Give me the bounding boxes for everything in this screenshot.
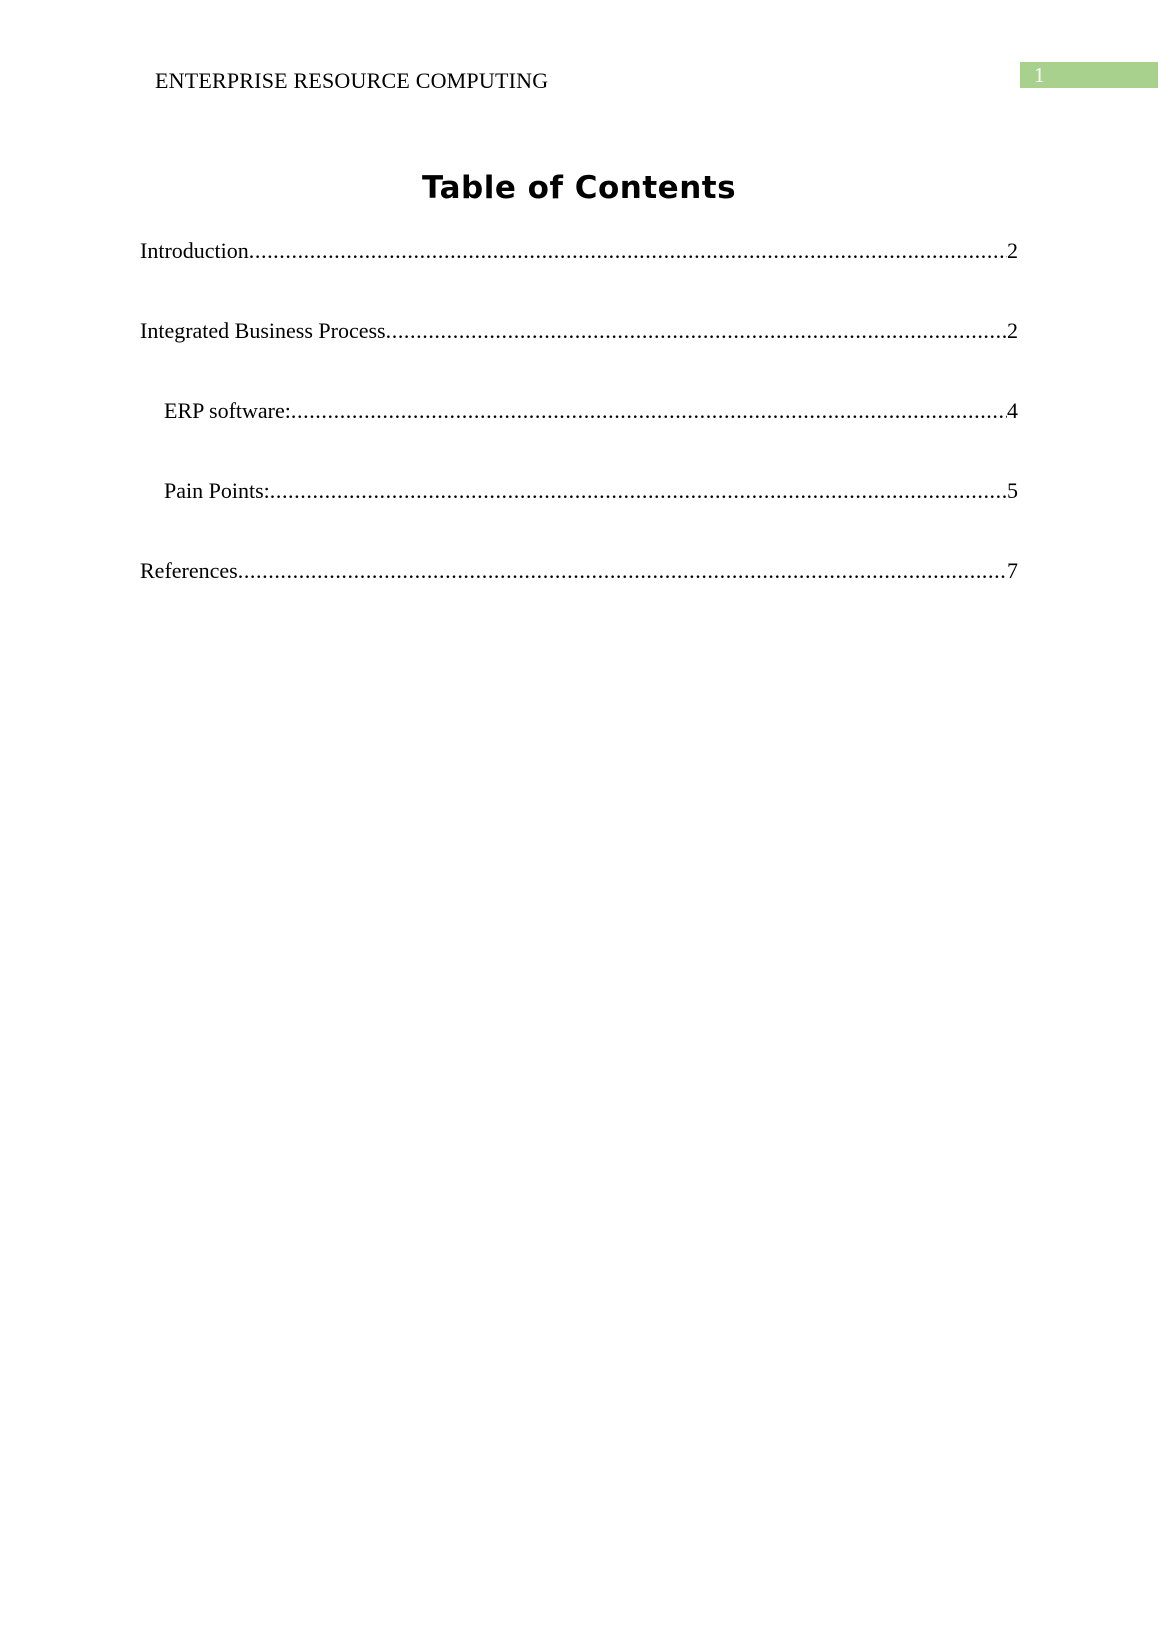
toc-dot-leader bbox=[270, 478, 1007, 504]
page-number-badge bbox=[1020, 62, 1158, 88]
page-number: 1 bbox=[1034, 63, 1045, 87]
running-header-title: ENTERPRISE RESOURCE COMPUTING bbox=[155, 68, 549, 93]
toc-entry-introduction[interactable] bbox=[140, 238, 1018, 268]
toc-entry-page: 4 bbox=[1007, 398, 1018, 423]
toc-entry-page: 2 bbox=[1007, 318, 1018, 343]
toc-dot-leader bbox=[249, 238, 1007, 264]
toc-entry-label: ERP software: bbox=[164, 398, 291, 423]
toc-entry-pain-points[interactable] bbox=[164, 478, 1018, 508]
toc-dot-leader bbox=[238, 558, 1007, 584]
toc-entry-page: 5 bbox=[1007, 478, 1018, 503]
toc-entry-label: Integrated Business Process bbox=[140, 318, 386, 343]
toc-entry-label: Pain Points: bbox=[164, 478, 270, 503]
toc-entry-page: 2 bbox=[1007, 238, 1018, 263]
toc-dot-leader bbox=[386, 318, 1007, 344]
toc-entry-integrated-business-process[interactable] bbox=[140, 318, 1018, 348]
toc-entry-label: References bbox=[140, 558, 238, 583]
toc-entry-page: 7 bbox=[1007, 558, 1018, 583]
toc-entry-references[interactable] bbox=[140, 558, 1018, 588]
toc-dot-leader bbox=[291, 398, 1007, 424]
toc-entry-label: Introduction bbox=[140, 238, 249, 263]
toc-entry-erp-software[interactable] bbox=[164, 398, 1018, 428]
toc-heading: Table of Contents bbox=[421, 170, 737, 206]
